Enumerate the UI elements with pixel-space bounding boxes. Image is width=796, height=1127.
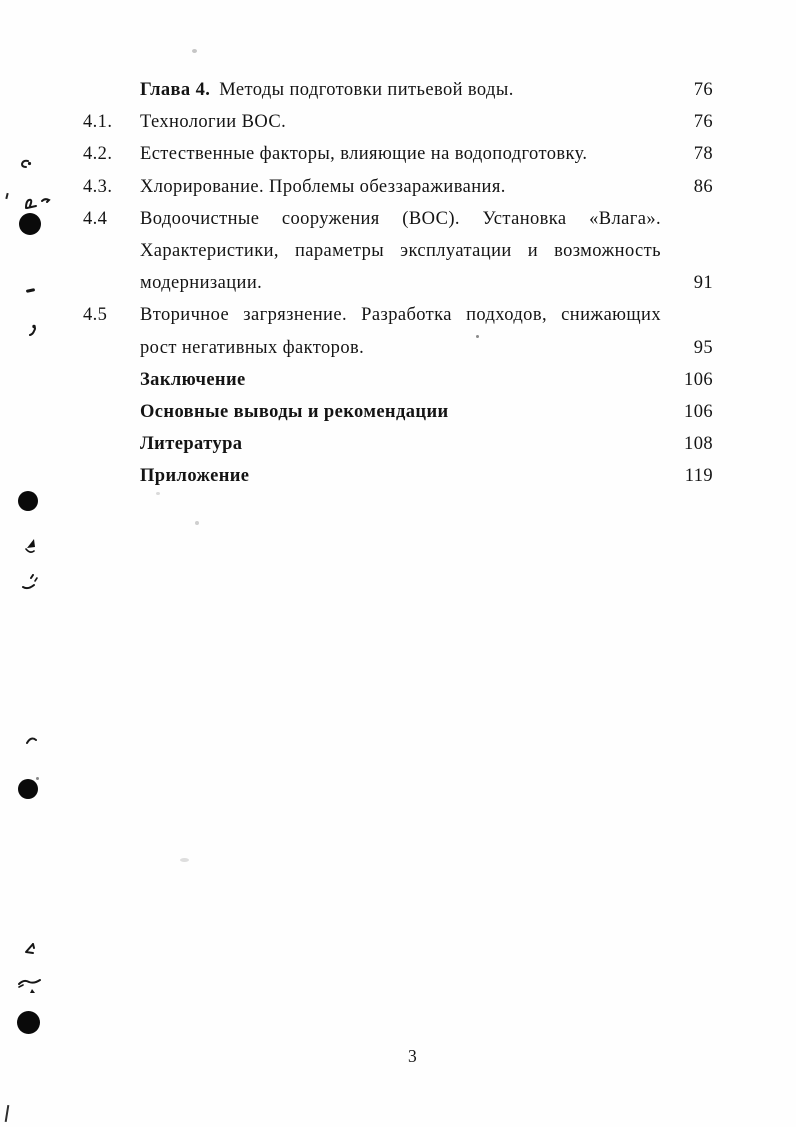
toc-entry-title: Заключение [140,369,246,390]
toc-entry-number: 4.4 [83,208,108,229]
toc-page-ref: 76 [693,80,713,100]
toc-entry-number: 4.3. [83,176,113,197]
table-of-contents [83,74,713,493]
toc-page-ref: 91 [693,273,713,294]
speck-artifact [180,858,189,862]
toc-page-ref: 119 [684,466,713,487]
toc-page-ref: 95 [693,337,713,358]
toc-page-ref: 76 [693,112,713,133]
page-number: 3 [408,1046,417,1066]
pen-comma-artifact [29,324,37,336]
toc-page-ref: 78 [693,144,713,165]
hole-punch-dot [18,491,38,511]
toc-backmatter-entry [83,396,713,428]
toc-entry-number: 4.5 [83,305,108,326]
toc-entry [83,171,713,203]
chapter-title: Методы подготовки питьевой воды. [219,80,514,100]
toc-entry [83,299,713,363]
toc-entry-title: Основные выводы и рекомендации [140,402,449,423]
speck-artifact [195,521,199,525]
toc-chapter-text [140,74,661,106]
toc-entry-title: Хлорирование. Проблемы обеззараживания. [140,176,506,197]
toc-entry-title: Литература [140,434,243,455]
pen-tick-artifact [5,193,8,199]
toc-entry-title: Технологии ВОС. [140,112,287,133]
pen-curl-artifact [19,157,34,172]
toc-entry [83,203,713,300]
toc-entry-title: Приложение [140,466,250,487]
speck-artifact [36,777,39,780]
toc-entry-title: Водоочистные сооружения (ВОС). Установка «Влага». Характеристики, параметры эксплуатации и возможность модернизации. [140,208,661,294]
pen-arc-artifact [26,736,37,745]
pen-scribble-artifact [20,574,39,591]
speck-artifact [156,492,160,495]
toc-backmatter-entry [83,364,713,396]
pen-scribble-artifact [23,195,51,211]
toc-chapter-row [83,74,713,106]
pen-dash-artifact [26,288,35,293]
hole-punch-dot [18,779,38,799]
chapter-label: Глава 4. [140,80,211,100]
toc-backmatter-entry [83,428,713,460]
hole-punch-dot [17,1011,40,1034]
toc-entry [83,106,713,138]
pen-slash-artifact [5,1105,10,1122]
toc-entry-number: 4.1. [83,112,113,133]
toc-entry-number: 4.2. [83,144,113,165]
toc-backmatter-entry [83,460,713,492]
toc-page-ref: 86 [693,176,713,197]
pen-wedge-artifact [24,538,37,555]
speck-artifact [476,335,479,338]
toc-entry [83,138,713,170]
toc-entry-title: Естественные факторы, влияющие на водоподготовку. [140,144,588,165]
pen-scribble-artifact [17,975,42,996]
toc-page-ref: 106 [684,402,713,423]
toc-page-ref: 108 [684,434,713,455]
hole-punch-dot [19,213,41,235]
toc-page-ref: 106 [684,369,713,390]
pen-arrow-artifact [23,942,36,958]
speck-artifact [192,49,197,53]
toc-entry-title: Вторичное загрязнение. Разработка подходов, снижающих рост негативных факторов. [140,305,661,358]
